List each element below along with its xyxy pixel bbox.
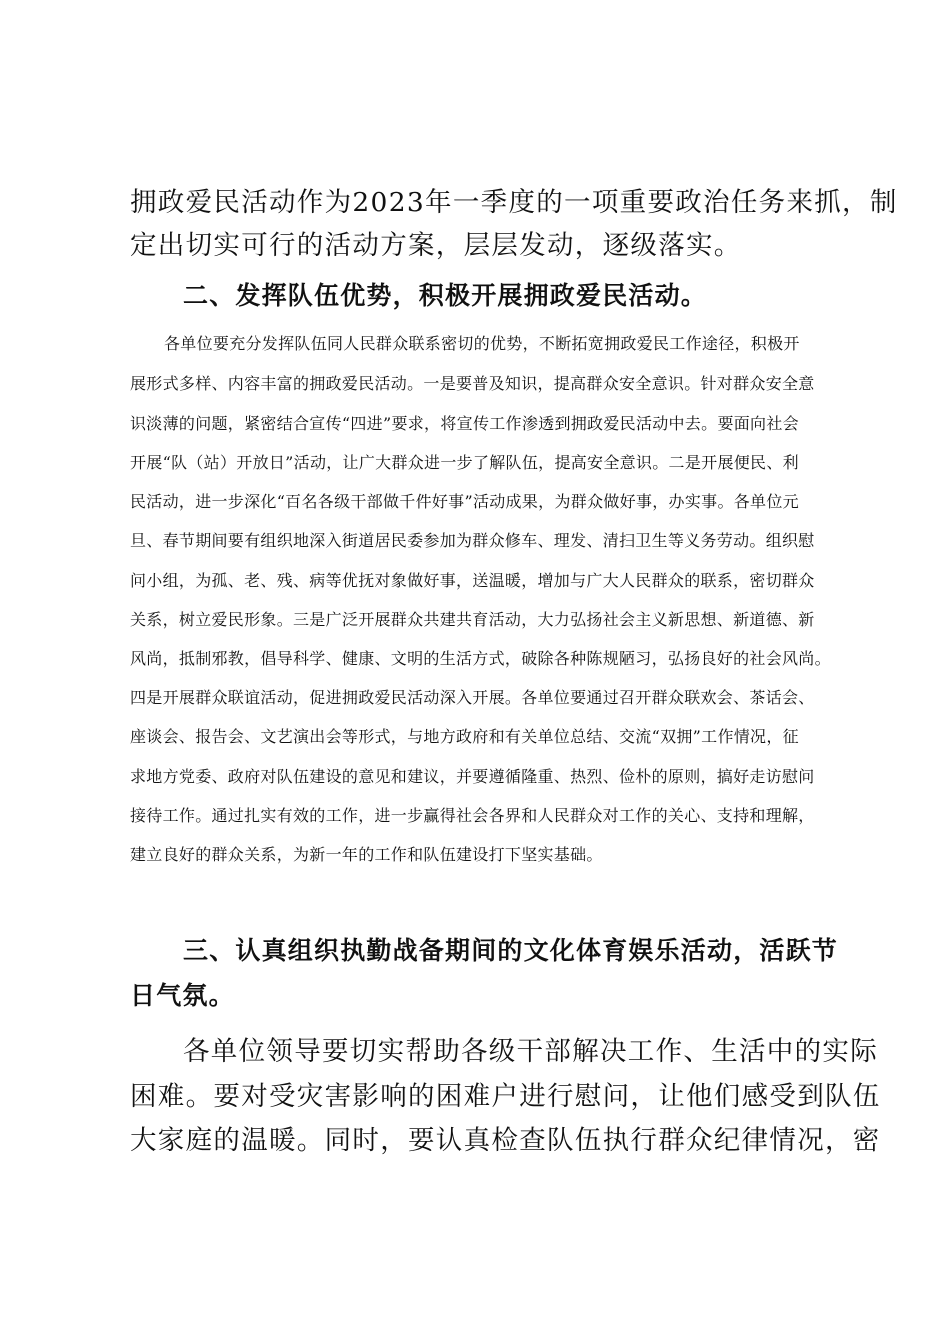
- section-3-line: 大家庭的温暖。同时，要认真检查队伍执行群众纪律情况，密: [130, 1125, 881, 1156]
- section-3-heading: 三、认真组织执勤战备期间的文化体育娱乐活动，活跃节: [183, 936, 839, 965]
- section-2-line: 各单位要充分发挥队伍同人民群众联系密切的优势，不断拓宽拥政爱民工作途径，积极开: [164, 334, 800, 353]
- intro-line: 拥政爱民活动作为2023年一季度的一项重要政治任务来抓，制: [130, 187, 898, 218]
- section-2-line: 识淡薄的问题，紧密结合宣传“四进”要求，将宣传工作渗透到拥政爱民活动中去。要面向社会: [130, 414, 799, 433]
- intro-line: 定出切实可行的活动方案，层层发动，逐级落实。: [130, 230, 742, 261]
- section-3-line: 各单位领导要切实帮助各级干部解决工作、生活中的实际: [183, 1036, 878, 1067]
- section-2-line: 四是开展群众联谊活动，促进拥政爱民活动深入开展。各单位要通过召开群众联欢会、茶话会、: [130, 688, 815, 707]
- section-2-line: 旦、春节期间要有组织地深入街道居民委参加为群众修车、理发、清扫卫生等义务劳动。组织慰: [130, 531, 815, 550]
- section-2-line: 关系，树立爱民形象。三是广泛开展群众共建共育活动，大力弘扬社会主义新思想、新道德、新: [130, 610, 815, 629]
- section-2-line: 接待工作。通过扎实有效的工作，进一步赢得社会各界和人民群众对工作的关心、支持和理解，: [130, 806, 815, 825]
- section-2-line: 开展“队（站）开放日”活动，让广大群众进一步了解队伍，提高安全意识。二是开展便民、利: [130, 453, 799, 472]
- section-2-line: 问小组，为孤、老、残、病等优抚对象做好事，送温暖，增加与广大人民群众的联系，密切群众: [130, 571, 815, 590]
- section-2-line: 座谈会、报告会、文艺演出会等形式，与地方政府和有关单位总结、交流“双拥”工作情况，征: [130, 727, 799, 746]
- section-2-heading: 二、发挥队伍优势，积极开展拥政爱民活动。: [183, 281, 708, 310]
- section-2-line: 建立良好的群众关系，为新一年的工作和队伍建设打下坚实基础。: [130, 845, 603, 864]
- section-2-line: 民活动，进一步深化“百名各级干部做千件好事”活动成果，为群众做好事，办实事。各单位元: [130, 492, 799, 511]
- section-2-line: 风尚，抵制邪教，倡导科学、健康、文明的生活方式，破除各种陈规陋习，弘扬良好的社会风尚。: [130, 649, 831, 668]
- section-3-line: 困难。要对受灾害影响的困难户进行慰问，让他们感受到队伍: [130, 1081, 881, 1112]
- section-2-line: 展形式多样、内容丰富的拥政爱民活动。一是要普及知识，提高群众安全意识。针对群众安全意: [130, 374, 815, 393]
- section-3-heading: 日气氛。: [130, 981, 235, 1010]
- section-2-line: 求地方党委、政府对队伍建设的意见和建议，并要遵循隆重、热烈、俭朴的原则，搞好走访慰问: [130, 767, 815, 786]
